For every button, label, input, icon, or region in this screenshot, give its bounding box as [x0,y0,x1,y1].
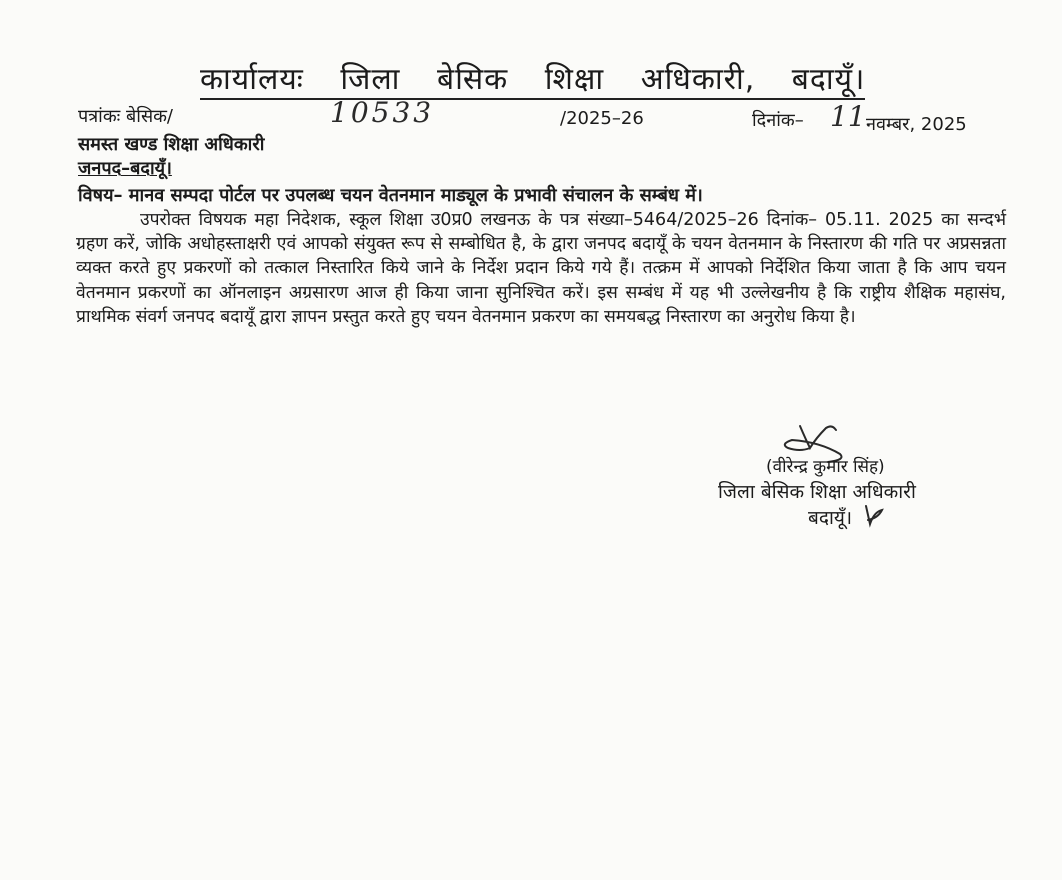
reference-year: /2025–26 [560,108,644,129]
date-label: दिनांक– [752,110,804,131]
date-month-year: नवम्बर, 2025 [866,114,967,135]
date-day: 11 [830,100,866,133]
addressee-line2: जनपद–बदायूँ। [78,158,172,179]
reference-prefix: पत्रांकः बेसिक/ [78,106,173,127]
signatory-place: बदायूँ। [808,507,853,529]
letter-body: उपरोक्त विषयक महा निदेशक, स्कूल शिक्षा उ0प्र0 लखनऊ के पत्र संख्या–5464/2025–26 दिनांक– 05.11. 2025 का सन्दर्भ ग्रहण करें, जोकि अधोहस्ताक्षरी एवं आपको संयुक्त रूप से सम्बोधित है, के द्वारा जनपद बदायूँ के चयन वेतनमान के निस्तारण की गति पर अप्रसन्नता व्यक्त करते हुए प्रकरणों को तत्काल निस्तारित किये जाने के निर्देश प्रदान किये गये हैं। तत्क्रम में आपको निर्देशित किया जाता है कि आप चयन वेतनमान प्रकरणों का ऑनलाइन अग्रसारण आज ही किया जाना सुनिश्चित करें। इस सम्बंध में यह भी उल्लेखनीय है कि राष्ट्रीय शैक्षिक महासंघ, प्राथमिक संवर्ग जनपद बदायूँ द्वारा ज्ञापन प्रस्तुत करते हुए चयन वेतनमान प्रकरण का समयबद्ध निस्तारण का अनुरोध किया है। [76,210,1006,327]
signatory-name: (वीरेन्द्र कुमार सिंह) [766,457,885,477]
addressee-line1: समस्त खण्ड शिक्षा अधिकारी [78,134,265,155]
reference-number: 10533 [330,96,435,129]
office-title: कार्यालयः जिला बेसिक शिक्षा अधिकारी, बदायूँ। [200,62,865,100]
subject-line: विषय– मानव सम्पदा पोर्टल पर उपलब्ध चयन वेतनमान माड्यूल के प्रभावी संचालन के सम्बंध में। [78,185,703,206]
signatory-designation: जिला बेसिक शिक्षा अधिकारी [718,481,916,503]
initial-scribble [858,500,888,530]
